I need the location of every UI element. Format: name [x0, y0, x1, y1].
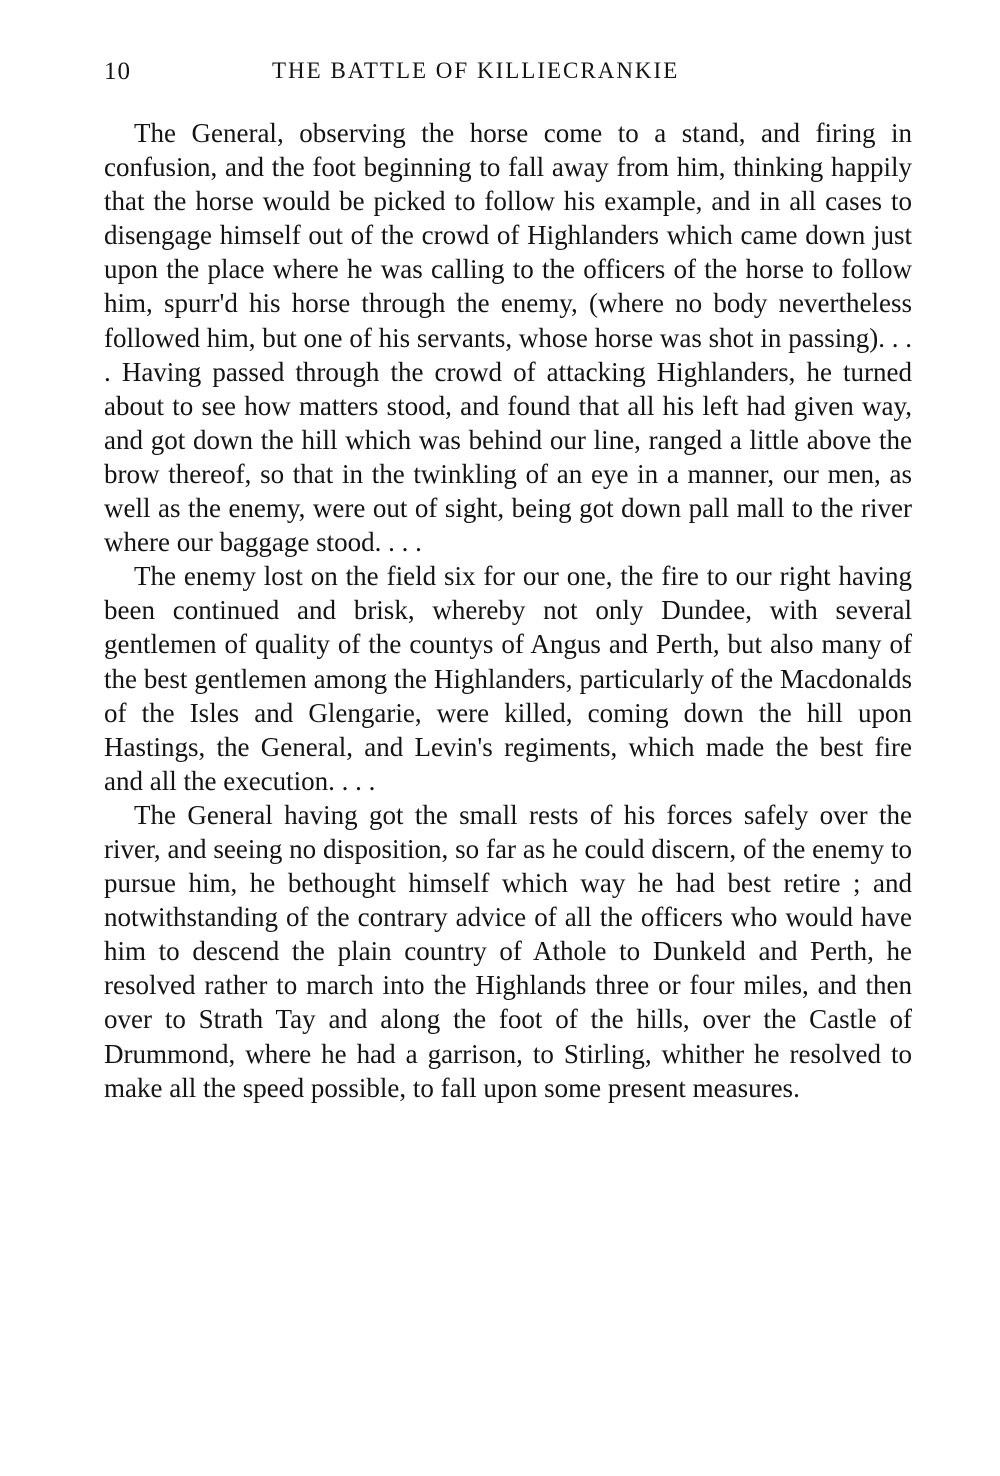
paragraph-1: The General, observing the horse come to a stand, and firing in confusion, and the foot beginning to fall away from him, thinking happily that the horse would be picked to follow his example, and in all cases to disengage himself out of the crowd of Highlanders which came down just upon the place where he was calling to the officers of the horse to follow him, spurr'd his horse through the enemy, (where no body nevertheless followed him, but one of his servants, whose horse was shot in passing). . . . Having passed through the crowd of attacking Highlanders, he turned about to see how matters stood, and found that all his left had given way, and got down the hill which was behind our line, ranged a little above the brow thereof, so that in the twinkling of an eye in a manner, our men, as well as the enemy, were out of sight, being got down pall mall to the river where our baggage stood. . . . — [104, 118, 912, 558]
paragraph-2: The enemy lost on the field six for our one, the fire to our right having been continued and brisk, whereby not only Dundee, with several gentlemen of quality of the countys of Angus and Perth, but also many of the best gentlemen among the Highlanders, particularly of the Macdonalds of the Isles and Glengarie, were killed, coming down the hill upon Hastings, the General, and Levin's regiments, which made the best fire and all the execution. . . . — [104, 561, 912, 796]
page-header — [104, 58, 912, 98]
body-text — [104, 116, 912, 1105]
paragraph-3: The General having got the small rests of his forces safely over the river, and seeing no disposition, so far as he could discern, of the enemy to pursue him, he bethought himself which way he had best retire ; and notwithstanding of the contrary advice of all the officers who would have him to descend the plain country of Athole to Dunkeld and Perth, he resolved rather to march into the Highlands three or four miles, and then over to Strath Tay and along the foot of the hills, over the Castle of Drummond, where he had a garrison, to Stirling, whither he resolved to make all the speed possible, to fall upon some present measures. — [104, 799, 912, 1103]
running-title: THE BATTLE OF KILLIECRANKIE — [272, 58, 680, 83]
page-number: 10 — [104, 58, 131, 85]
